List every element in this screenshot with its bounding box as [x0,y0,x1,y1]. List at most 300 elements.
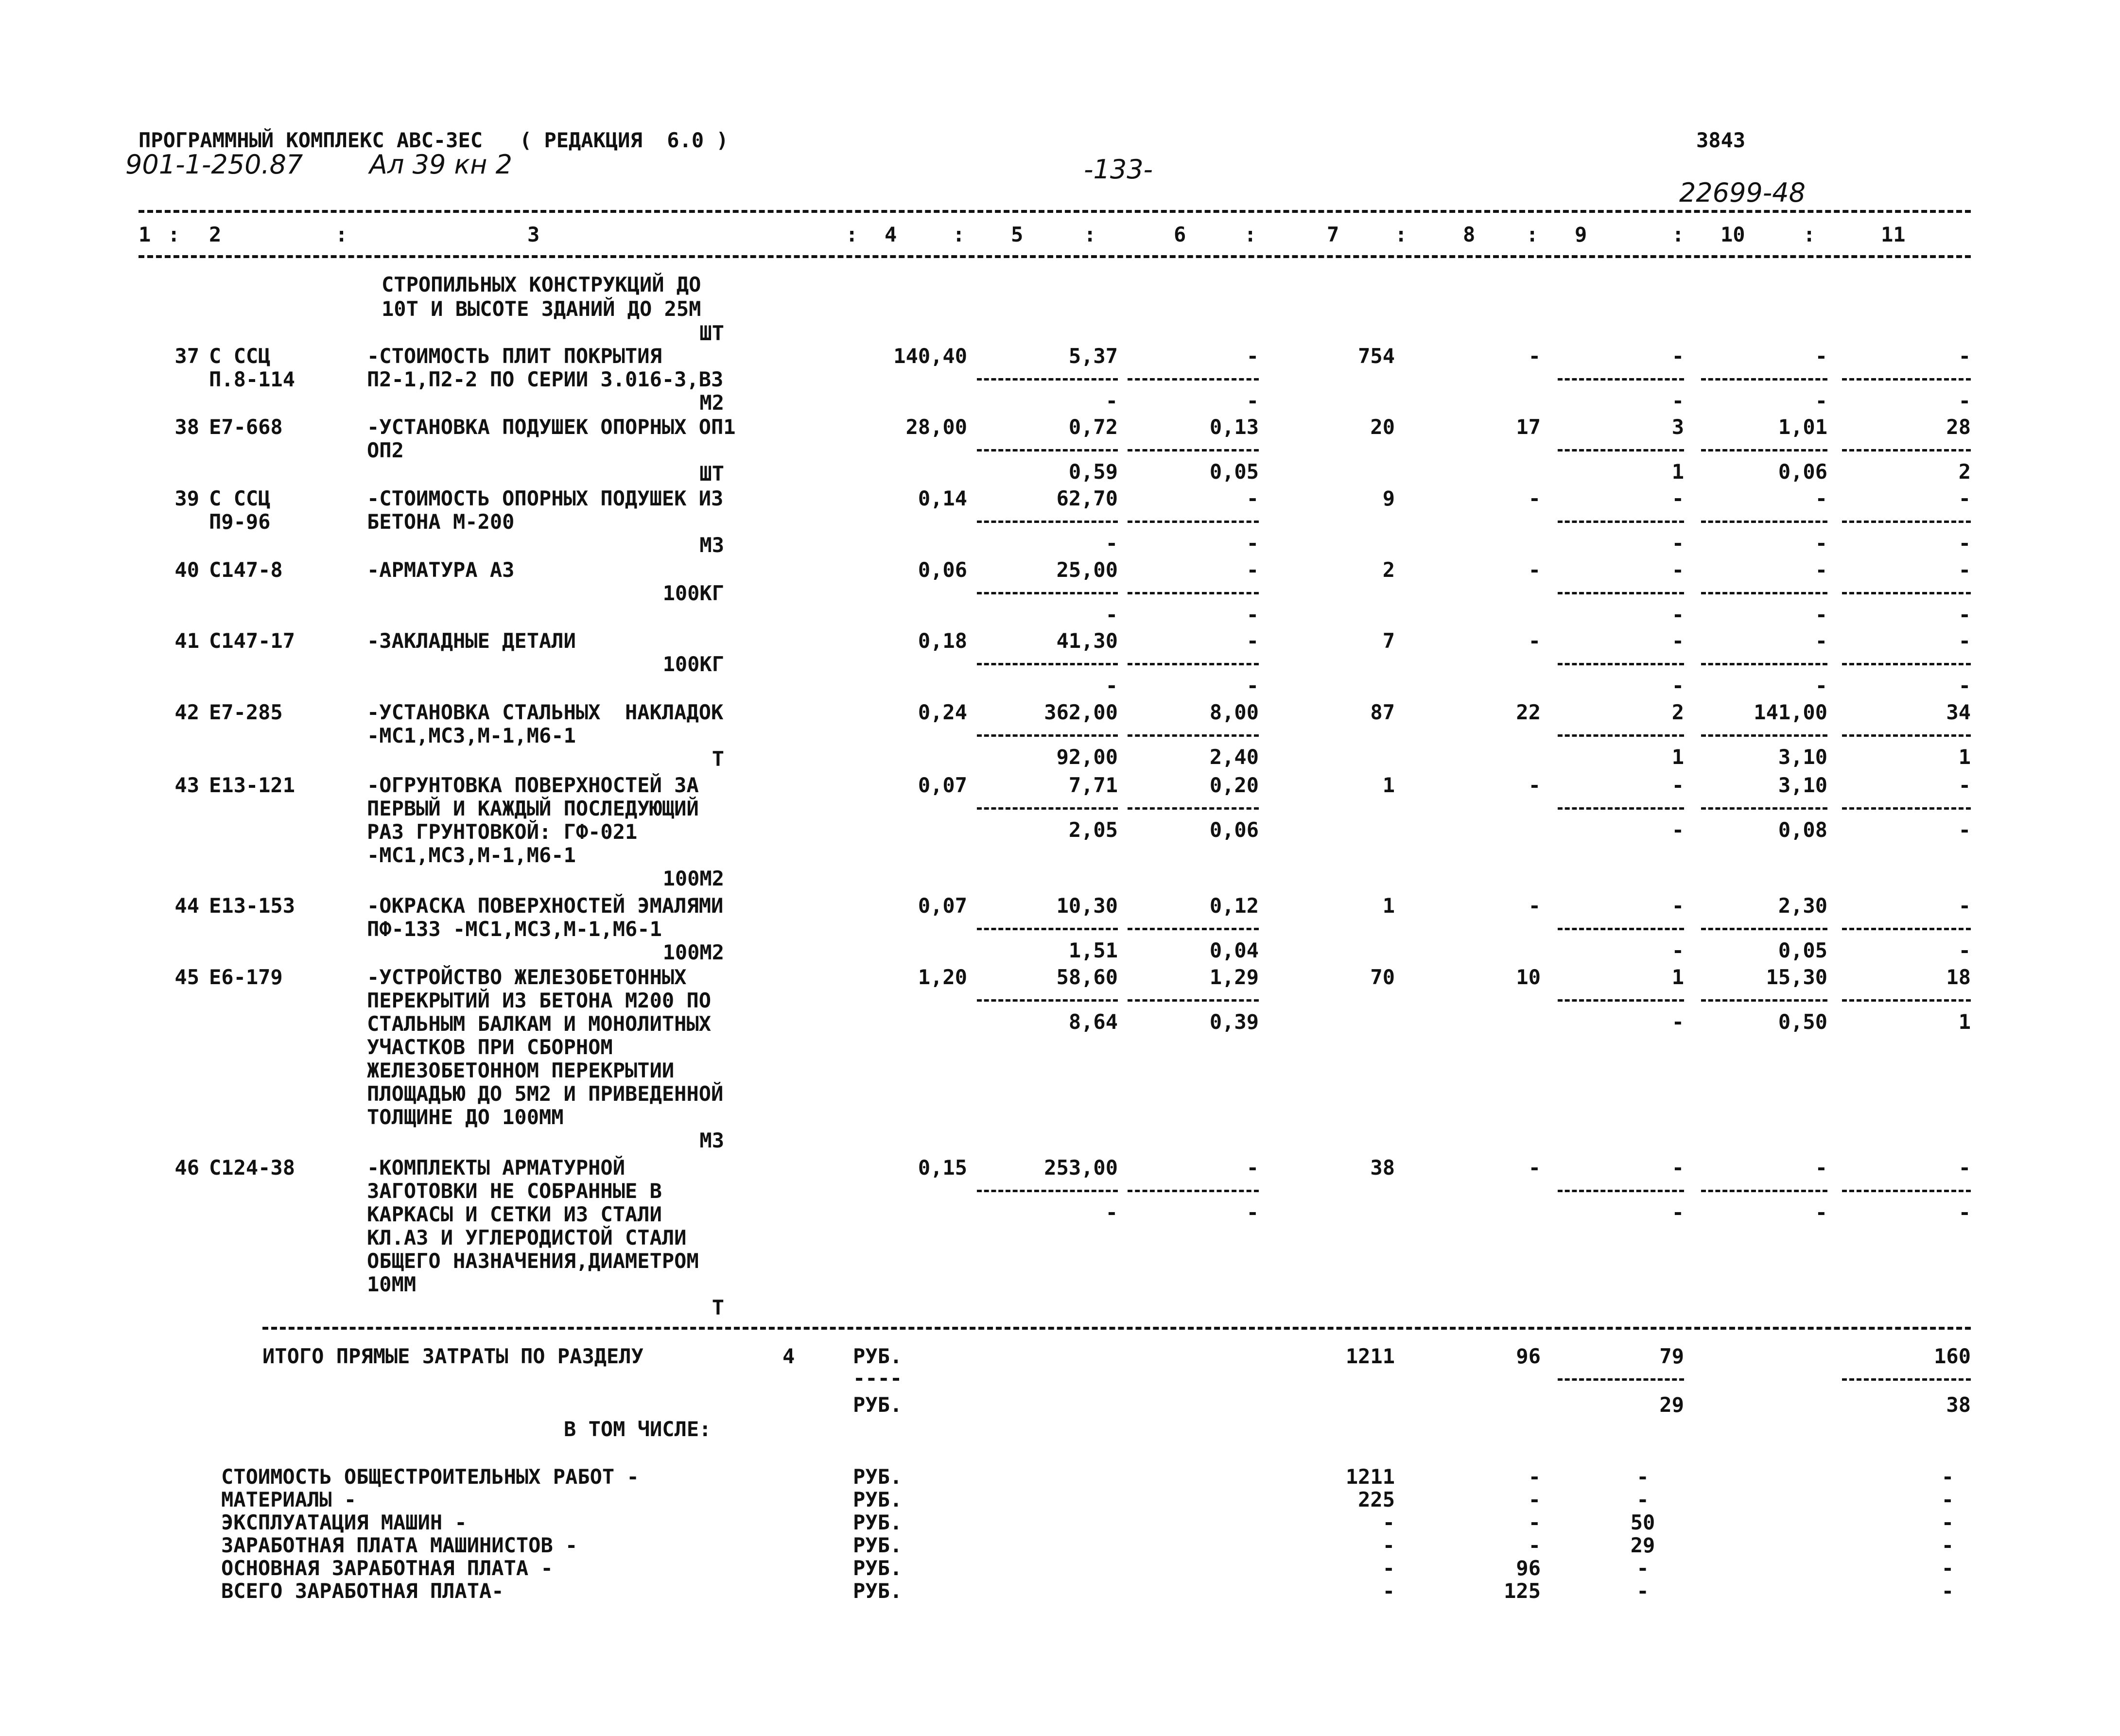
row-c9-wage: - [1671,531,1684,555]
row-c5-main: 5,37 [1068,344,1118,368]
row-unit: М2 [699,391,724,415]
row-c5-divider [977,928,1118,930]
summary-col9: - [1636,1488,1649,1511]
column-separator: : [1672,223,1685,246]
row-description-line: -ЗАКЛАДНЫЕ ДЕТАЛИ [367,629,576,653]
row-c6-divider [1128,663,1259,665]
summary-unit: РУБ. [853,1465,903,1489]
summary-col7: 225 [1358,1488,1395,1511]
row-c10-main: 15,30 [1766,965,1827,989]
row-col8: 17 [1516,415,1541,439]
row-c11-wage: - [1958,674,1971,697]
row-c9-wage: - [1671,1200,1684,1224]
row-number: 38 [174,415,199,439]
row-c9-main: - [1671,558,1684,582]
summary-col7: - [1382,1533,1395,1557]
row-c10-wage: 3,10 [1778,745,1827,769]
row-c11-divider [1842,663,1971,665]
summary-col8: - [1528,1510,1541,1534]
row-c5-divider [977,521,1118,523]
row-description-line: ОБЩЕГО НАЗНАЧЕНИЯ,ДИАМЕТРОМ [367,1249,699,1273]
row-c11-divider [1842,592,1971,594]
row-unit: 100КГ [662,581,724,605]
row-col8: - [1528,344,1541,368]
row-description-line: КЛ.А3 И УГЛЕРОДИСТОЙ СТАЛИ [367,1226,687,1250]
row-description-line: -СТОИМОСТЬ ОПОРНЫХ ПОДУШЕК ИЗ [367,486,724,510]
row-c6-wage: - [1246,531,1259,555]
row-c11-wage: - [1958,603,1971,626]
row-code: Е7-668 [209,415,283,439]
row-number: 39 [174,486,199,510]
row-c9-divider [1558,999,1684,1002]
row-col7: 87 [1370,700,1395,724]
column-number: 1 [139,223,151,246]
row-description-line: БЕТОНА М-200 [367,510,515,534]
total-section: 4 [782,1344,795,1368]
row-quantity: 0,07 [918,894,967,918]
row-c10-divider [1701,378,1827,381]
row-c10-divider [1701,521,1827,523]
summary-col11: - [1941,1488,1954,1511]
column-number: 4 [885,223,897,246]
row-c6-divider [1128,449,1259,451]
row-description-line: РАЗ ГРУНТОВКОЙ: ГФ-021 [367,820,638,844]
row-unit: Т [712,747,724,771]
row-c5-wage: 8,64 [1068,1010,1118,1034]
row-code: С147-8 [209,558,283,582]
summary-col7: 1211 [1345,1465,1395,1489]
row-c9-main: 1 [1671,965,1684,989]
row-c11-wage: - [1958,818,1971,842]
row-description-line: ЗАГОТОВКИ НЕ СОБРАННЫЕ В [367,1179,662,1203]
row-col7: 38 [1370,1156,1395,1180]
row-c6-main: 0,12 [1209,894,1259,918]
column-number: 9 [1575,223,1587,246]
row-c6-main: - [1246,1156,1259,1180]
row-c9-main: - [1671,486,1684,510]
row-c6-wage: 0,39 [1209,1010,1259,1034]
row-c10-wage: 0,06 [1778,460,1827,484]
row-c11-main: 28 [1946,415,1971,439]
row-c9-wage: - [1671,938,1684,962]
row-c10-wage: - [1815,603,1827,626]
row-c6-wage: - [1246,674,1259,697]
row-c6-wage: - [1246,389,1259,413]
row-c10-main: 141,00 [1754,700,1827,724]
row-description-line: -АРМАТУРА А3 [367,558,515,582]
row-description-line: -ОКРАСКА ПОВЕРХНОСТЕЙ ЭМАЛЯМИ [367,894,724,918]
row-unit: Т [712,1296,724,1319]
row-c6-divider [1128,734,1259,737]
row-description-line: ТОЛЩИНЕ ДО 100ММ [367,1105,564,1129]
row-c11-divider [1842,378,1971,381]
summary-col11: - [1941,1465,1954,1489]
row-c11-main: - [1958,894,1971,918]
row-description-line: ПФ-133 -МС1,МС3,М-1,М6-1 [367,917,662,941]
row-code: С ССЦ [209,344,271,368]
row-c5-wage: 92,00 [1056,745,1118,769]
row-c11-divider [1842,807,1971,810]
row-number: 42 [174,700,199,724]
row-code: П9-96 [209,510,271,534]
row-code: Е13-121 [209,773,295,797]
summary-label: ЭКСПЛУАТАЦИЯ МАШИН - [221,1510,467,1534]
row-number: 41 [174,629,199,653]
summary-col7: - [1382,1510,1395,1534]
row-c10-divider [1701,663,1827,665]
summary-unit: РУБ. [853,1510,903,1534]
summary-col7: - [1382,1556,1395,1580]
summary-col8: 96 [1516,1556,1541,1580]
summary-col9: - [1636,1556,1649,1580]
row-col8: - [1528,773,1541,797]
row-c11-wage: 1 [1958,1010,1971,1034]
column-number: 3 [527,223,540,246]
row-c6-wage: - [1246,1200,1259,1224]
summary-unit: РУБ. [853,1579,903,1603]
column-separator: : [335,223,348,246]
row-description-line: 10ММ [367,1272,417,1296]
row-code: С ССЦ [209,486,271,510]
continued-description-line: СТРОПИЛЬНЫХ КОНСТРУКЦИЙ ДО [382,273,701,296]
row-c11-main: - [1958,486,1971,510]
summary-col8: - [1528,1533,1541,1557]
summary-col8: 125 [1504,1579,1541,1603]
row-c5-divider [977,449,1118,451]
row-col8: - [1528,558,1541,582]
summary-label: СТОИМОСТЬ ОБЩЕСТРОИТЕЛЬНЫХ РАБОТ - [221,1465,639,1489]
continued-unit: ШТ [699,321,724,345]
summary-col11: - [1941,1510,1954,1534]
row-c10-divider [1701,734,1827,737]
row-c9-main: 3 [1671,415,1684,439]
row-c6-main: 1,29 [1209,965,1259,989]
row-c5-divider [977,734,1118,737]
row-c11-wage: 2 [1958,460,1971,484]
row-c5-main: 0,72 [1068,415,1118,439]
row-c5-divider [977,1190,1118,1192]
row-c9-divider [1558,592,1684,594]
row-number: 45 [174,965,199,989]
row-c5-wage: 1,51 [1068,938,1118,962]
row-c6-wage: 2,40 [1209,745,1259,769]
row-c9-wage: 1 [1671,745,1684,769]
row-c5-wage: 0,59 [1068,460,1118,484]
row-description-line: -МС1,МС3,М-1,М6-1 [367,843,576,867]
row-c9-divider [1558,521,1684,523]
row-c6-main: - [1246,629,1259,653]
row-c10-wage: - [1815,531,1827,555]
row-col8: - [1528,629,1541,653]
column-separator: : [1395,223,1408,246]
row-c10-main: - [1815,629,1827,653]
row-quantity: 1,20 [918,965,967,989]
row-c10-wage: - [1815,389,1827,413]
row-c11-wage: - [1958,389,1971,413]
row-number: 40 [174,558,199,582]
column-number: 6 [1174,223,1186,246]
row-c9-main: - [1671,773,1684,797]
summary-unit: РУБ. [853,1556,903,1580]
row-code: Е13-153 [209,894,295,918]
total-rule [262,1327,1971,1330]
column-number: 2 [209,223,222,246]
row-c5-wage: 2,05 [1068,818,1118,842]
row-c5-main: 362,00 [1044,700,1118,724]
row-description-line: -СТОИМОСТЬ ПЛИТ ПОКРЫТИЯ [367,344,662,368]
row-c9-main: 2 [1671,700,1684,724]
column-number: 7 [1327,223,1339,246]
row-c5-wage: - [1105,531,1118,555]
row-c9-main: - [1671,344,1684,368]
row-c10-divider [1701,592,1827,594]
row-c10-wage: 0,50 [1778,1010,1827,1034]
program-header: ПРОГРАММНЫЙ КОМПЛЕКС АВС-3ЕС ( РЕДАКЦИЯ 6.0 ) [139,128,729,152]
row-c6-main: 0,20 [1209,773,1259,797]
summary-label: ОСНОВНАЯ ЗАРАБОТНАЯ ПЛАТА - [221,1556,553,1580]
row-c9-wage: - [1671,389,1684,413]
row-c9-divider [1558,928,1684,930]
row-description-line: УЧАСТКОВ ПРИ СБОРНОМ [367,1035,613,1059]
row-c10-divider [1701,1190,1827,1192]
row-description-line: П2-1,П2-2 ПО СЕРИИ 3.016-3,В3 [367,367,724,391]
row-c9-divider [1558,1190,1684,1192]
row-number: 44 [174,894,199,918]
row-c10-wage: 0,05 [1778,938,1827,962]
row-c5-wage: - [1105,603,1118,626]
summary-col11: - [1941,1579,1954,1603]
row-col8: - [1528,1156,1541,1180]
row-c11-divider [1842,1190,1971,1192]
total-col11-divider [1842,1378,1971,1381]
row-col8: - [1528,894,1541,918]
total-dash: ---- [853,1366,903,1390]
row-c5-divider [977,663,1118,665]
summary-col11: - [1941,1533,1954,1557]
row-col7: 1 [1382,894,1395,918]
row-c11-wage: - [1958,531,1971,555]
column-number: 10 [1720,223,1745,246]
row-c11-divider [1842,928,1971,930]
row-c5-wage: - [1105,389,1118,413]
row-c10-wage: - [1815,674,1827,697]
row-code: Е6-179 [209,965,283,989]
summary-col9: 50 [1630,1510,1655,1534]
row-description-line: -УСТРОЙСТВО ЖЕЛЕЗОБЕТОННЫХ [367,965,687,989]
row-description-line: -УСТАНОВКА ПОДУШЕК ОПОРНЫХ ОП1 [367,415,736,439]
row-description-line: -УСТАНОВКА СТАЛЬНЫХ НАКЛАДОК [367,700,724,724]
row-code: С147-17 [209,629,295,653]
row-c6-divider [1128,378,1259,381]
row-quantity: 140,40 [893,344,967,368]
row-description-line: ЖЕЛЕЗОБЕТОННОМ ПЕРЕКРЫТИИ [367,1059,675,1082]
row-description-line: ПЕРЕКРЫТИЙ ИЗ БЕТОНА М200 ПО [367,989,712,1012]
column-separator: : [1803,223,1816,246]
row-c9-divider [1558,663,1684,665]
row-c10-divider [1701,928,1827,930]
row-code: С124-38 [209,1156,295,1180]
row-c11-wage: 1 [1958,745,1971,769]
including-label: В ТОМ ЧИСЛЕ: [564,1417,712,1441]
row-unit: М3 [699,533,724,557]
row-c6-wage: 0,04 [1209,938,1259,962]
row-c11-divider [1842,521,1971,523]
row-c5-divider [977,807,1118,810]
album-note: Ал 39 кн 2 [369,149,512,180]
row-c5-divider [977,999,1118,1002]
row-c6-main: 0,13 [1209,415,1259,439]
row-c10-main: - [1815,344,1827,368]
summary-unit: РУБ. [853,1488,903,1511]
row-c9-main: - [1671,894,1684,918]
row-c10-main: 1,01 [1778,415,1827,439]
row-c11-divider [1842,999,1971,1002]
column-number: 5 [1011,223,1024,246]
row-c5-main: 58,60 [1056,965,1118,989]
row-c10-main: - [1815,486,1827,510]
row-col7: 70 [1370,965,1395,989]
total-unit-1: РУБ. [853,1344,903,1368]
row-c6-wage: 0,06 [1209,818,1259,842]
row-description-line: -ОГРУНТОВКА ПОВЕРХНОСТЕЙ ЗА [367,773,699,797]
row-quantity: 0,24 [918,700,967,724]
row-quantity: 0,15 [918,1156,967,1180]
summary-label: МАТЕРИАЛЫ - [221,1488,357,1511]
sheet-number: 3843 [1696,128,1746,152]
total-col9-main: 79 [1659,1344,1684,1368]
row-description-line: КАРКАСЫ И СЕТКИ ИЗ СТАЛИ [367,1202,662,1226]
row-c11-divider [1842,734,1971,737]
total-col11-wage: 38 [1946,1393,1971,1417]
row-quantity: 0,18 [918,629,967,653]
row-c11-main: - [1958,629,1971,653]
row-number: 43 [174,773,199,797]
registration-number: 22699-48 [1679,177,1806,208]
row-c9-wage: - [1671,603,1684,626]
row-unit: 100М2 [662,940,724,964]
row-c11-divider [1842,449,1971,451]
row-c9-divider [1558,378,1684,381]
row-c11-main: - [1958,558,1971,582]
row-description-line: ОП2 [367,438,404,462]
column-number: 11 [1881,223,1906,246]
total-col9-wage: 29 [1659,1393,1684,1417]
row-c11-main: 34 [1946,700,1971,724]
row-c5-main: 62,70 [1056,486,1118,510]
summary-label: ВСЕГО ЗАРАБОТНАЯ ПЛАТА- [221,1579,504,1603]
total-col9-divider [1558,1378,1684,1381]
row-c9-divider [1558,807,1684,810]
total-col11-main: 160 [1934,1344,1971,1368]
row-description-line: -КОМПЛЕКТЫ АРМАТУРНОЙ [367,1156,626,1180]
summary-col9: - [1636,1579,1649,1603]
row-c5-main: 253,00 [1044,1156,1118,1180]
row-c6-main: - [1246,486,1259,510]
column-separator: : [1244,223,1257,246]
row-c6-divider [1128,807,1259,810]
row-c10-divider [1701,999,1827,1002]
row-c6-wage: 0,05 [1209,460,1259,484]
row-quantity: 0,07 [918,773,967,797]
column-separator: : [953,223,965,246]
column-separator: : [168,223,180,246]
row-unit: ШТ [699,462,724,486]
row-c9-wage: 1 [1671,460,1684,484]
row-c5-divider [977,378,1118,381]
total-col7: 1211 [1345,1344,1395,1368]
continued-description-line: 10Т И ВЫСОТЕ ЗДАНИЙ ДО 25М [382,297,701,321]
column-separator: : [846,223,858,246]
row-unit: 100КГ [662,652,724,676]
row-c6-divider [1128,999,1259,1002]
row-c9-main: - [1671,1156,1684,1180]
row-col8: 22 [1516,700,1541,724]
summary-col9: - [1636,1465,1649,1489]
row-col7: 20 [1370,415,1395,439]
row-c9-main: - [1671,629,1684,653]
row-col7: 754 [1358,344,1395,368]
total-col8: 96 [1516,1344,1541,1368]
total-label: ИТОГО ПРЯМЫЕ ЗАТРАТЫ ПО РАЗДЕЛУ [262,1344,643,1368]
row-c10-divider [1701,449,1827,451]
row-c6-wage: - [1246,603,1259,626]
page-number: -133- [1084,154,1153,185]
row-col7: 1 [1382,773,1395,797]
row-number: 37 [174,344,199,368]
row-c6-divider [1128,592,1259,594]
summary-label: ЗАРАБОТНАЯ ПЛАТА МАШИНИСТОВ - [221,1533,578,1557]
row-c11-main: 18 [1946,965,1971,989]
summary-unit: РУБ. [853,1533,903,1557]
row-col8: 10 [1516,965,1541,989]
row-c10-wage: 0,08 [1778,818,1827,842]
row-number: 46 [174,1156,199,1180]
row-c6-divider [1128,928,1259,930]
column-number: 8 [1463,223,1476,246]
row-c10-main: 2,30 [1778,894,1827,918]
row-c10-main: 3,10 [1778,773,1827,797]
row-description-line: ПЛОЩАДЬЮ ДО 5М2 И ПРИВЕДЕННОЙ [367,1082,724,1106]
row-c5-wage: - [1105,1200,1118,1224]
row-c5-divider [977,592,1118,594]
row-description-line: -МС1,МС3,М-1,М6-1 [367,724,576,747]
column-separator: : [1526,223,1539,246]
row-c6-divider [1128,521,1259,523]
row-description-line: ПЕРВЫЙ И КАЖДЫЙ ПОСЛЕДУЮЩИЙ [367,797,699,820]
row-c9-divider [1558,734,1684,737]
column-separator: : [1084,223,1096,246]
row-c11-main: - [1958,344,1971,368]
row-c9-wage: - [1671,818,1684,842]
row-code: Е7-285 [209,700,283,724]
total-unit-2: РУБ. [853,1393,903,1417]
row-c5-main: 10,30 [1056,894,1118,918]
row-unit: 100М2 [662,867,724,890]
summary-col11: - [1941,1556,1954,1580]
row-quantity: 0,14 [918,486,967,510]
row-c11-main: - [1958,1156,1971,1180]
header-rule-bottom [139,255,1971,258]
row-c11-wage: - [1958,938,1971,962]
row-c9-divider [1558,449,1684,451]
row-c6-main: - [1246,344,1259,368]
row-c5-wage: - [1105,674,1118,697]
row-quantity: 0,06 [918,558,967,582]
row-c11-main: - [1958,773,1971,797]
row-c9-wage: - [1671,674,1684,697]
row-c5-main: 25,00 [1056,558,1118,582]
row-col8: - [1528,486,1541,510]
